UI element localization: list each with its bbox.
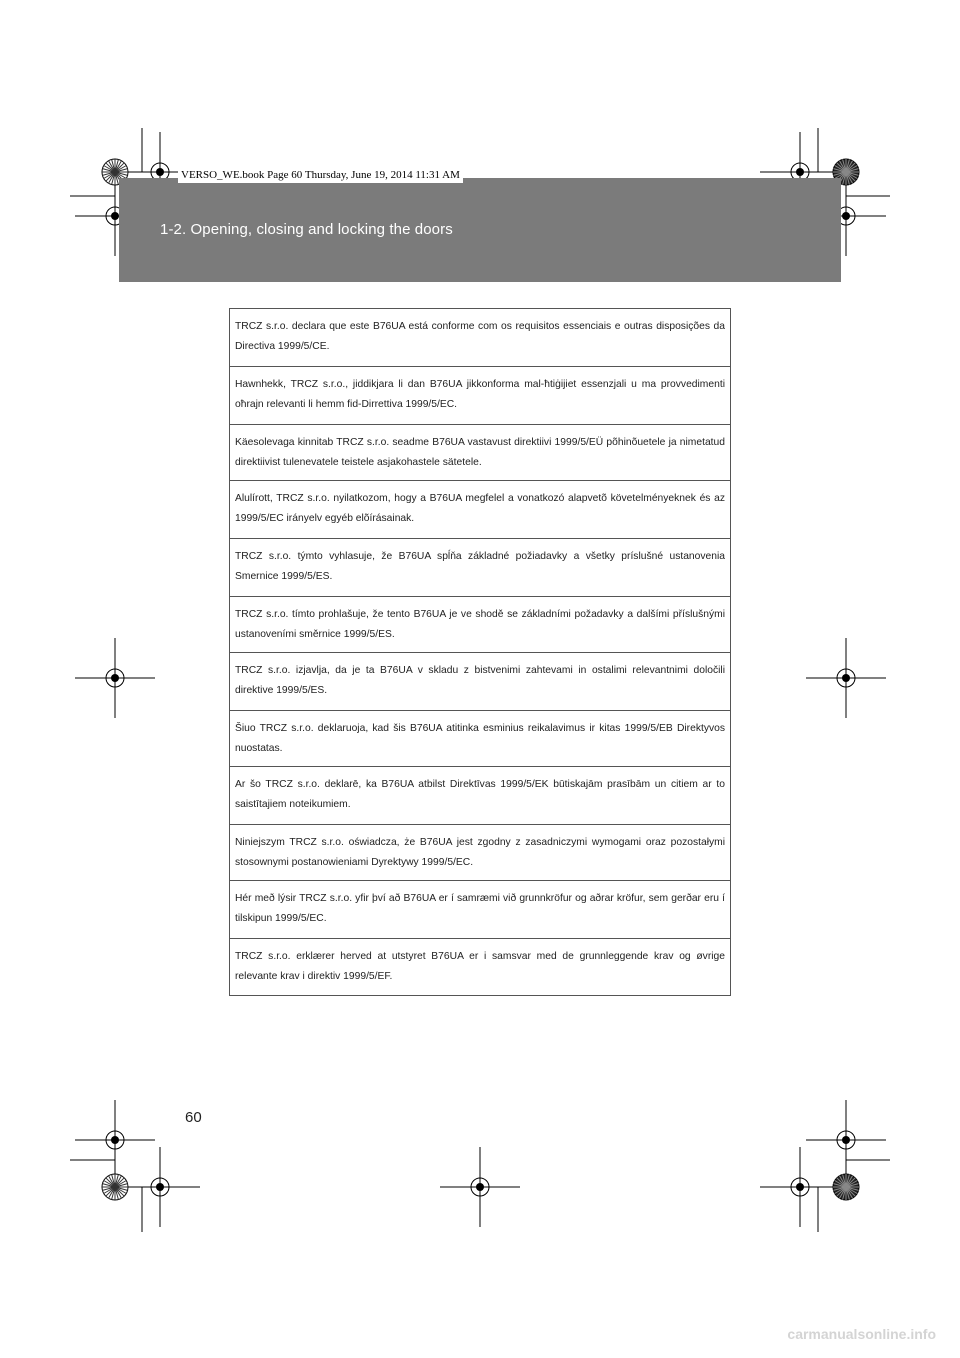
table-row xyxy=(230,653,730,711)
page-number: 60 xyxy=(185,1109,202,1126)
declaration-estonian: Käesolevaga kinnitab TRCZ s.r.o. seadme B76UA vastavust direktiivi 1999/5/EÜ põhinõuetele ja nimetatud direktiivist tulenevatele teistele asjakohastele sätetele. xyxy=(235,437,725,468)
section-title: 1-2. Opening, closing and locking the doors xyxy=(160,221,453,238)
watermark: carmanualsonline.info xyxy=(787,1326,936,1342)
book-stamp: VERSO_WE.book Page 60 Thursday, June 19, 2014 11:31 AM xyxy=(178,167,463,183)
declaration-polish: Niniejszym TRCZ s.r.o. oświadcza, że B76UA jest zgodny z zasadniczymi wymogami oraz pozostałymi stosownymi postanowieniami Dyrektywy 1999/5/EC. xyxy=(235,837,725,868)
declaration-maltese: Hawnhekk, TRCZ s.r.o., jiddikjara li dan B76UA jikkonforma mal-ħtiġijiet essenzjali u ma provvedimenti oħrajn relevanti li hemm fid-Dirrettiva 1999/5/EC. xyxy=(235,379,725,410)
table-row xyxy=(230,939,730,997)
declaration-slovak: TRCZ s.r.o. týmto vyhlasuje, že B76UA spĺňa základné požiadavky a všetky príslušné ustanovenia Smernice 1999/5/ES. xyxy=(235,551,725,582)
declaration-czech: TRCZ s.r.o. tímto prohlašuje, že tento B76UA je ve shodě se základními požadavky a dalšími příslušnými ustanoveními směrnice 1999/5/ES. xyxy=(235,609,725,640)
table-row xyxy=(230,597,730,653)
declaration-portuguese: TRCZ s.r.o. declara que este B76UA está conforme com os requisitos essenciais e outras disposições da Directiva 1999/5/CE. xyxy=(235,321,725,352)
table-row xyxy=(230,539,730,597)
table-row xyxy=(230,881,730,939)
declaration-table xyxy=(229,308,731,996)
declaration-latvian: Ar šo TRCZ s.r.o. deklarē, ka B76UA atbilst Direktīvas 1999/5/EK būtiskajām prasībām un citiem ar to saistītajiem noteikumiem. xyxy=(235,779,725,810)
table-row xyxy=(230,825,730,881)
table-row xyxy=(230,711,730,767)
declaration-hungarian: Alulírott, TRCZ s.r.o. nyilatkozom, hogy a B76UA megfelel a vonatkozó alapvetõ követelményeknek és az 1999/5/EC irányelv egyéb elõírásainak. xyxy=(235,493,725,524)
declaration-lithuanian: Šiuo TRCZ s.r.o. deklaruoja, kad šis B76UA atitinka esminius reikalavimus ir kitas 1999/5/EB Direktyvos nuostatas. xyxy=(235,723,725,754)
declaration-norwegian: TRCZ s.r.o. erklærer herved at utstyret B76UA er i samsvar med de grunnleggende krav og øvrige relevante krav i direktiv 1999/5/EF. xyxy=(235,951,725,982)
declaration-slovenian: TRCZ s.r.o. izjavlja, da je ta B76UA v skladu z bistvenimi zahtevami in ostalimi relevantnimi določili direktive 1999/5/ES. xyxy=(235,665,725,696)
table-row xyxy=(230,309,730,367)
table-row xyxy=(230,481,730,539)
declaration-icelandic: Hér með lýsir TRCZ s.r.o. yfir því að B76UA er í samræmi við grunnkröfur og aðrar kröfur, sem gerðar eru í tilskipun 1999/5/EC. xyxy=(235,893,725,924)
table-row xyxy=(230,367,730,425)
table-row xyxy=(230,425,730,481)
table-row xyxy=(230,767,730,825)
